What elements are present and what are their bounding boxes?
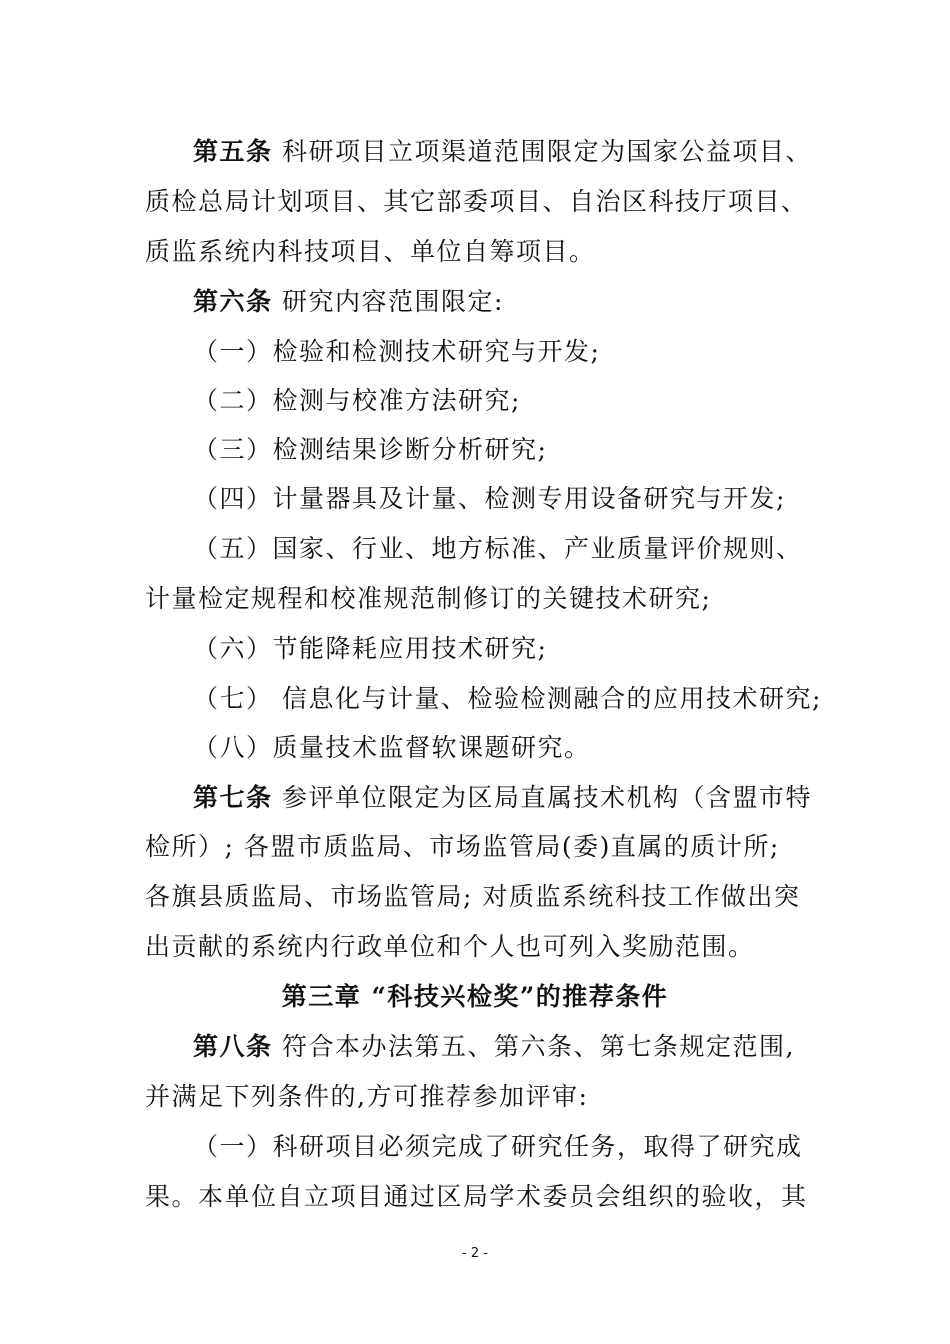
article-8-text-1: 符合本办法第五、第六条、第七条规定范围,	[272, 1032, 795, 1061]
article-7-text-1: 参评单位限定为区局直属技术机构（含盟市特	[272, 783, 812, 812]
article-6-item-2: （二）检测与校准方法研究;	[193, 386, 521, 415]
article-8-line-2: 并满足下列条件的,方可推荐参加评审:	[145, 1082, 589, 1111]
article-7-line-2: 检所）; 各盟市质监局、市场监管局(委)直属的质计所;	[145, 832, 780, 861]
article-6-intro: 研究内容范围限定:	[272, 287, 504, 316]
article-7-line-1	[193, 781, 812, 815]
article-5-text-1: 科研项目立项渠道范围限定为国家公益项目、	[272, 137, 812, 166]
article-6-item-7: （七） 信息化与计量、检验检测融合的应用技术研究;	[193, 684, 822, 713]
article-8-label: 第八条	[193, 1032, 273, 1061]
article-8-line-1	[193, 1030, 795, 1064]
article-8-item-1-line-2: 果。本单位自立项目通过区局学术委员会组织的验收，其	[145, 1182, 808, 1211]
article-6-item-5: （五）国家、行业、地方标准、产业质量评价规则、	[193, 534, 803, 563]
article-6-item-6: （六）节能降耗应用技术研究;	[193, 634, 548, 663]
article-6-item-1: （一）检验和检测技术研究与开发;	[193, 337, 601, 366]
article-5-line-1	[193, 135, 812, 169]
article-6-item-3: （三）检测结果诊断分析研究;	[193, 435, 548, 464]
chapter-3-title: 第三章 “科技兴检奖”的推荐条件	[281, 982, 669, 1011]
article-6-item-8: （八）质量技术监督软课题研究。	[193, 733, 591, 762]
article-5-line-3: 质监系统内科技项目、单位自筹项目。	[145, 237, 596, 266]
article-7-line-4: 出贡献的系统内行政单位和个人也可列入奖励范围。	[145, 932, 755, 961]
article-5-line-2: 质检总局计划项目、其它部委项目、自治区科技厅项目、	[145, 187, 808, 216]
article-5-label: 第五条	[193, 137, 273, 166]
article-6-item-4: （四）计量器具及计量、检测专用设备研究与开发;	[193, 484, 786, 513]
page-number: - 2 -	[462, 1246, 488, 1261]
article-6-label: 第六条	[193, 287, 273, 316]
article-7-line-3: 各旗县质监局、市场监管局; 对质监系统科技工作做出突	[145, 882, 801, 911]
article-6-line-intro	[193, 285, 504, 319]
article-6-item-5-cont: 计量检定规程和校准规范制修订的关键技术研究;	[145, 584, 712, 613]
article-7-label: 第七条	[193, 783, 273, 812]
article-8-item-1-line-1: （一）科研项目必须完成了研究任务，取得了研究成	[193, 1132, 803, 1161]
